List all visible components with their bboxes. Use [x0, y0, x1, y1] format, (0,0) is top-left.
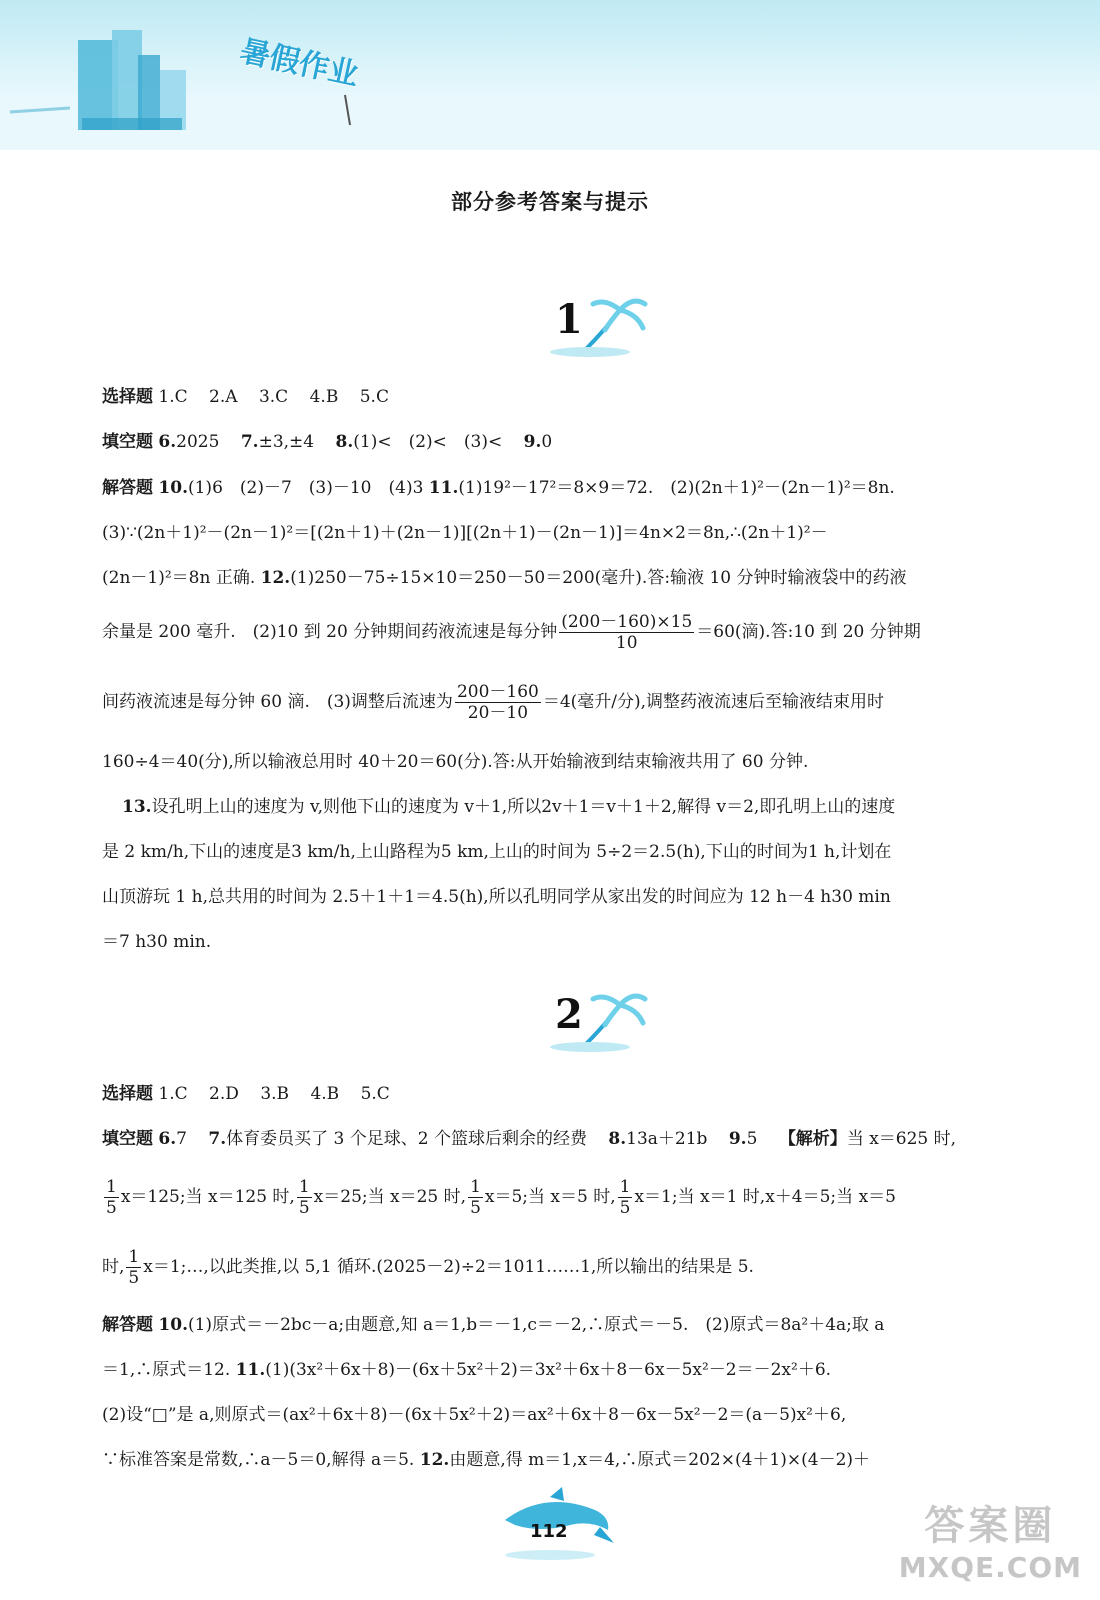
solve-line: (3)∵(2n＋1)²－(2n－1)²＝[(2n＋1)＋(2n－1)][(2n＋1)－(2n－1)]＝4n×2＝8n,∴(2n＋1)²－	[102, 523, 828, 543]
watermark	[899, 1494, 1082, 1584]
answer-text: ∵标准答案是常数,∴a－5＝0,解得 a＝5.	[102, 1450, 415, 1470]
solve-label: 解答题	[102, 478, 153, 498]
answer-text: 时,	[102, 1257, 125, 1277]
solve-line	[102, 682, 1038, 723]
fill-value: ±3,±4	[258, 432, 315, 452]
answer-text: 余量是 200 毫升. (2)10 到 20 分钟期间药液流速是每分钟	[102, 622, 558, 642]
fraction-denominator: 10	[615, 633, 638, 653]
solve-line: ＝7 h30 min.	[102, 932, 212, 952]
fraction	[618, 1177, 633, 1218]
answer-text: 由题意,得 m＝1,x＝4,∴原式＝202×(4＋1)×(4－2)＋	[449, 1450, 871, 1470]
item-number: 6.	[158, 432, 177, 452]
watermark-url: MXQE.COM	[898, 1551, 1082, 1584]
answer-text: (2n－1)²＝8n 正确.	[102, 568, 256, 588]
answer-text: (1)250－75÷15×10＝250－50＝200(毫升).答:输液 10 分钟时输液袋中的药液	[290, 568, 907, 588]
item-number: 9.	[728, 1129, 747, 1149]
fraction-numerator: 1	[106, 1177, 117, 1197]
solve-line	[102, 567, 1038, 590]
fraction	[468, 1177, 483, 1218]
fill-label: 填空题	[102, 1129, 153, 1149]
fraction-denominator: 5	[470, 1198, 481, 1218]
answer-text: x＝1;当 x＝1 时,x＋4＝5;当 x＝5	[634, 1187, 896, 1207]
answer-text: x＝1;…,以此类推,以 5,1 循环.(2025－2)÷2＝1011……1,所以输出的结果是 5.	[143, 1257, 754, 1277]
fraction	[104, 1177, 119, 1218]
item-number: 8.	[335, 432, 354, 452]
fraction	[455, 682, 541, 723]
answer-text: (1)(3x²＋6x＋8)－(6x＋5x²＋2)＝3x²＋6x＋8－6x－5x²－2＝－2x²＋6.	[265, 1360, 832, 1380]
item-number: 11.	[235, 1360, 266, 1380]
answer-text: ＝1,∴原式＝12.	[102, 1360, 231, 1380]
fraction-denominator: 20－10	[467, 703, 529, 723]
choice-label: 选择题	[102, 387, 153, 407]
solve-line	[102, 1359, 1038, 1382]
solve-line	[102, 1177, 1038, 1218]
fill-value: 体育委员买了 3 个足球、2 个篮球后剩余的经费	[226, 1129, 587, 1149]
fraction-denominator: 5	[298, 1198, 310, 1218]
solve-line: 160÷4＝40(分),所以输液总用时 40＋20＝60(分).答:从开始输液到结束输液共用了 60 分钟.	[102, 752, 809, 772]
fill-value: 0	[541, 432, 553, 452]
fraction	[126, 1247, 141, 1288]
banner-title: 暑假作业	[236, 33, 362, 94]
choice-item: 4.B	[309, 387, 339, 407]
fraction	[559, 612, 694, 653]
fraction-denominator: 5	[128, 1268, 140, 1288]
fill-value: 2025	[176, 432, 220, 452]
fill-answers-1	[102, 431, 1038, 454]
answer-text: (1)原式＝－2bc－a;由题意,知 a＝1,b＝－1,c＝－2,∴原式＝－5. (2)原式＝8a²＋4a;取 a	[187, 1315, 885, 1335]
fill-label: 填空题	[102, 432, 153, 452]
choice-item: 5.C	[360, 1084, 390, 1104]
item-number: 10.	[158, 1315, 188, 1335]
answer-text: x＝5;当 x＝5 时,	[484, 1187, 616, 1207]
answer-text: ＝60(滴).答:10 到 20 分钟期	[696, 622, 921, 642]
solve-line	[122, 796, 1058, 819]
solve-line: (2)设“□”是 a,则原式＝(ax²＋6x＋8)－(6x＋5x²＋2)＝ax²＋6x＋8－6x－5x²－2＝(a－5)x²＋6,	[102, 1405, 847, 1425]
fraction-numerator: 1	[298, 1177, 310, 1197]
section-number: 2	[555, 991, 583, 1038]
item-number: 11.	[428, 478, 459, 498]
fraction-numerator: (200－160)×15	[561, 612, 693, 632]
header-banner	[0, 0, 1100, 150]
fraction-numerator: 1	[619, 1177, 631, 1197]
fill-value: 7	[176, 1129, 187, 1149]
choice-item: 2.A	[209, 387, 238, 407]
choice-label: 选择题	[102, 1084, 153, 1104]
choice-answers-1	[102, 386, 1038, 409]
solve-line	[102, 612, 1038, 653]
fraction-numerator: 200－160	[456, 682, 539, 702]
item-number: 10.	[158, 478, 188, 498]
choice-item: 2.D	[209, 1084, 239, 1104]
solve-label: 解答题	[102, 1315, 153, 1335]
answer-text: ＝4(毫升/分),调整药液流速后至输液结束用时	[542, 692, 885, 712]
solve-line	[102, 477, 1038, 500]
answer-text: 当 x＝625 时,	[846, 1129, 957, 1149]
banner-illustration	[0, 0, 1100, 150]
page-footer	[490, 1485, 620, 1565]
answer-text: 间药液流速是每分钟 60 滴. (3)调整后流速为	[102, 692, 453, 712]
fill-answers-2	[102, 1128, 1038, 1151]
item-number: 12.	[419, 1450, 450, 1470]
choice-item: 3.C	[258, 387, 289, 407]
answer-text: x＝125;当 x＝125 时,	[120, 1187, 295, 1207]
solve-line	[102, 1449, 1038, 1472]
page-title: 部分参考答案与提示	[451, 190, 649, 214]
section-1-marker	[545, 290, 655, 360]
fill-value: (1)< (2)< (3)<	[353, 432, 503, 452]
item-number: 8.	[608, 1129, 627, 1149]
fill-value: 13a＋21b	[626, 1129, 708, 1149]
watermark-text: 答案圈	[924, 1503, 1057, 1549]
fraction	[297, 1177, 312, 1218]
item-number: 12.	[260, 568, 291, 588]
item-number: 6.	[158, 1129, 177, 1149]
choice-item: 4.B	[310, 1084, 340, 1104]
choice-item: 5.C	[359, 387, 389, 407]
answer-text: x＝25;当 x＝25 时,	[313, 1187, 467, 1207]
item-number: 9.	[523, 432, 542, 452]
choice-item: 1.C	[158, 1084, 188, 1104]
fraction-numerator: 1	[470, 1177, 481, 1197]
analysis-label: 【解析】	[778, 1129, 847, 1149]
fraction-denominator: 5	[619, 1198, 631, 1218]
item-number: 7.	[240, 432, 259, 452]
choice-item: 3.B	[260, 1084, 290, 1104]
fraction-denominator: 5	[106, 1198, 117, 1218]
page-number: 112	[530, 1521, 568, 1542]
fraction-numerator: 1	[128, 1247, 140, 1267]
item-number: 7.	[208, 1129, 227, 1149]
fill-value: 5	[746, 1129, 758, 1149]
answer-text: 设孔明上山的速度为 v,则他下山的速度为 v＋1,所以2v＋1＝v＋1＋2,解得 v＝2,即孔明上山的速度	[151, 797, 896, 817]
choice-item: 1.C	[158, 387, 188, 407]
item-number: 13.	[122, 797, 152, 817]
solve-line: 是 2 km/h,下山的速度是3 km/h,上山路程为5 km,上山的时间为 5÷2＝2.5(h),下山的时间为1 h,计划在	[102, 842, 892, 862]
solve-line	[102, 1247, 1038, 1288]
section-number: 1	[555, 296, 583, 343]
answer-text: (1)6 (2)－7 (3)－10 (4)3	[187, 478, 424, 498]
answer-text: (1)19²－17²＝8×9＝72. (2)(2n＋1)²－(2n－1)²＝8n.	[458, 478, 895, 498]
solve-line	[102, 1314, 1038, 1337]
solve-line: 山顶游玩 1 h,总共用的时间为 2.5＋1＋1＝4.5(h),所以孔明同学从家出发的时间应为 12 h－4 h30 min	[102, 887, 891, 907]
choice-answers-2	[102, 1083, 1038, 1106]
section-2-marker	[545, 985, 655, 1055]
